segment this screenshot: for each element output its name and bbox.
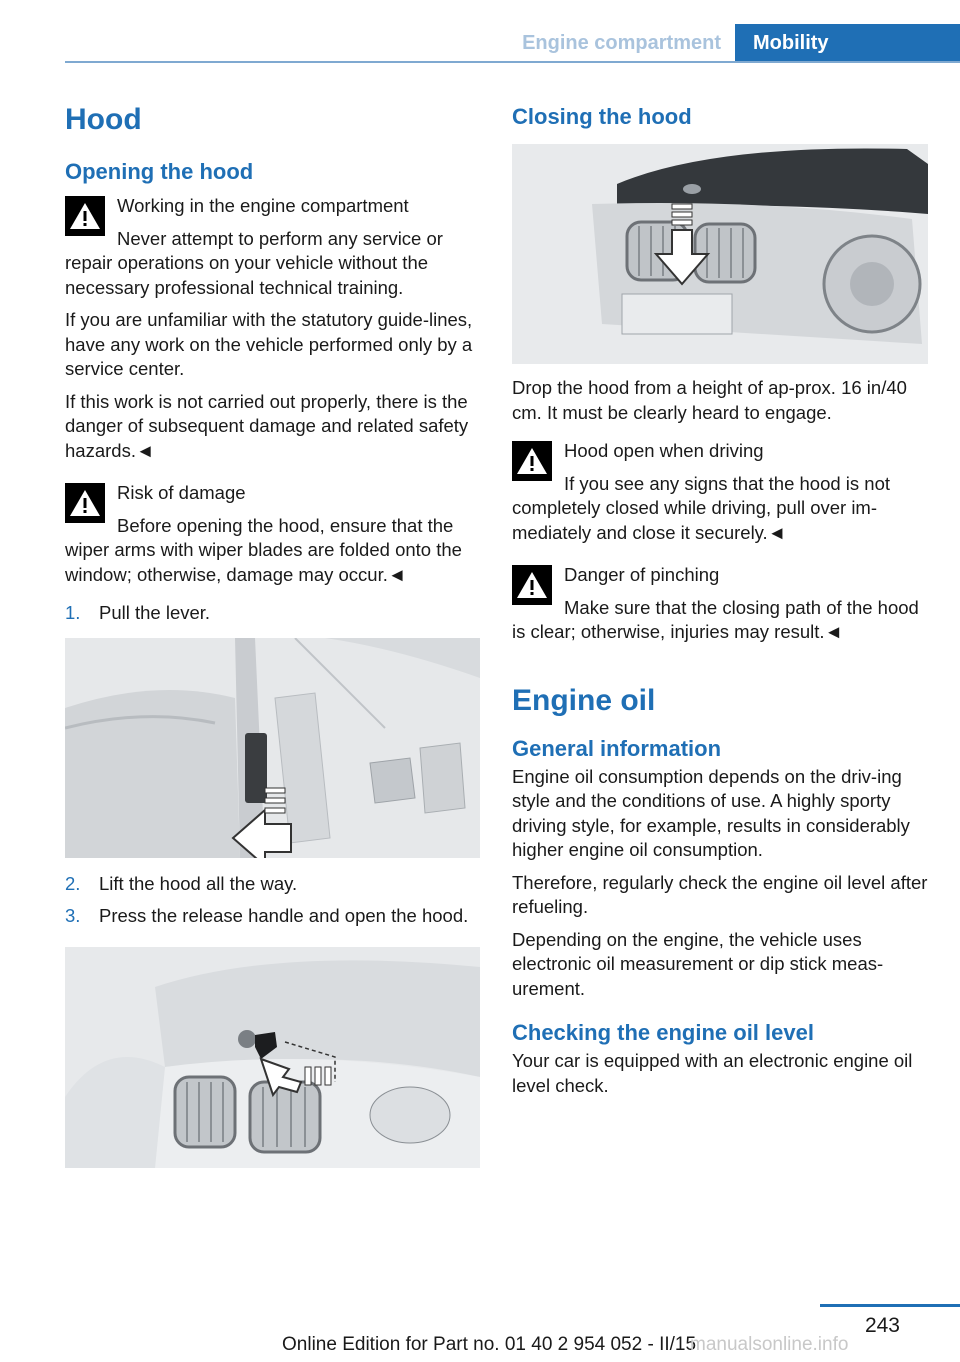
- left-column: [65, 100, 483, 1168]
- general-paragraph: Depending on the engine, the vehicle uses electronic oil measurement or dip stick meas-urement.: [512, 928, 884, 999]
- closing-hood-heading: Closing the hood: [512, 104, 692, 129]
- hood-release-image: [65, 947, 480, 1168]
- right-column: [512, 100, 930, 1098]
- step-number: 1.: [65, 602, 81, 623]
- header-section-label: Engine compartment: [522, 31, 721, 54]
- step-item: [65, 872, 483, 897]
- hood-lever-image: [65, 638, 480, 858]
- opening-hood-heading: Opening the hood: [65, 159, 254, 184]
- warning-triangle-icon: [65, 196, 105, 236]
- warning-text: If you see any signs that the hood is not completely closed while driving, pull over im-mediately and close it securely.◄: [512, 472, 891, 543]
- header-chapter-tab: Mobility: [735, 24, 960, 62]
- edition-text: Online Edition for Part no. 01 40 2 954 052 - II/15: [282, 1334, 697, 1355]
- warning-text: If this work is not carried out properly, there is the danger of subsequent damage and related safety hazards.◄: [65, 390, 469, 461]
- warning-title: Working in the engine compartment: [117, 195, 409, 216]
- warning-text: Make sure that the closing path of the hood is clear; otherwise, injuries may result.◄: [512, 596, 919, 642]
- warning-title: Hood open when driving: [564, 440, 764, 461]
- hood-title: Hood: [65, 103, 142, 136]
- warning-risk-of-damage: [65, 481, 483, 587]
- warning-triangle-icon: [512, 441, 552, 481]
- step-text: Press the release handle and open the hood.: [99, 905, 469, 926]
- footer-rule: [820, 1304, 960, 1307]
- step-text: Pull the lever.: [99, 602, 211, 623]
- general-paragraph: Therefore, regularly check the engine oil level after refueling.: [512, 871, 928, 917]
- closing-text: Drop the hood from a height of ap-prox. 16 in/40 cm. It must be clearly heard to engage.: [512, 377, 907, 423]
- step-text: Lift the hood all the way.: [99, 872, 298, 894]
- warning-title: Danger of pinching: [564, 564, 720, 585]
- step-item: [65, 904, 483, 929]
- step-number: 2.: [65, 872, 81, 894]
- warning-danger-pinching: [512, 563, 930, 645]
- warning-engine-compartment: [65, 194, 483, 463]
- header-rule: [65, 61, 960, 63]
- warning-triangle-icon: [65, 483, 105, 523]
- page-number: 243: [864, 1314, 900, 1337]
- general-information-heading: General information: [512, 735, 722, 761]
- warning-triangle-icon: [512, 565, 552, 605]
- check-oil-level-heading: Checking the engine oil level: [512, 1020, 814, 1045]
- watermark-text: manualsonline.info: [690, 1334, 849, 1355]
- warning-title: Risk of damage: [117, 482, 246, 503]
- warning-text: If you are unfamiliar with the statutory guide-lines, have any work on the vehicle performed only by a service center.: [65, 309, 473, 379]
- warning-text: Never attempt to perform any service or repair operations on your vehicle without the necessary professional technical training.: [65, 227, 443, 298]
- check-paragraph: Your car is equipped with an electronic engine oil level check.: [512, 1050, 913, 1096]
- step-item: [65, 601, 483, 626]
- engine-oil-title: Engine oil: [512, 683, 656, 717]
- warning-text: Before opening the hood, ensure that the wiper arms with wiper blades are folded onto the window; otherwise, damage may occur.◄: [65, 514, 462, 585]
- warning-hood-open-driving: [512, 439, 930, 545]
- closing-hood-image: [512, 144, 928, 364]
- step-number: 3.: [65, 905, 81, 926]
- general-paragraph: Engine oil consumption depends on the driv-ing style and the conditions of use. A highly sporty driving style, for example, results in considerably higher engine oil consumption.: [512, 765, 910, 860]
